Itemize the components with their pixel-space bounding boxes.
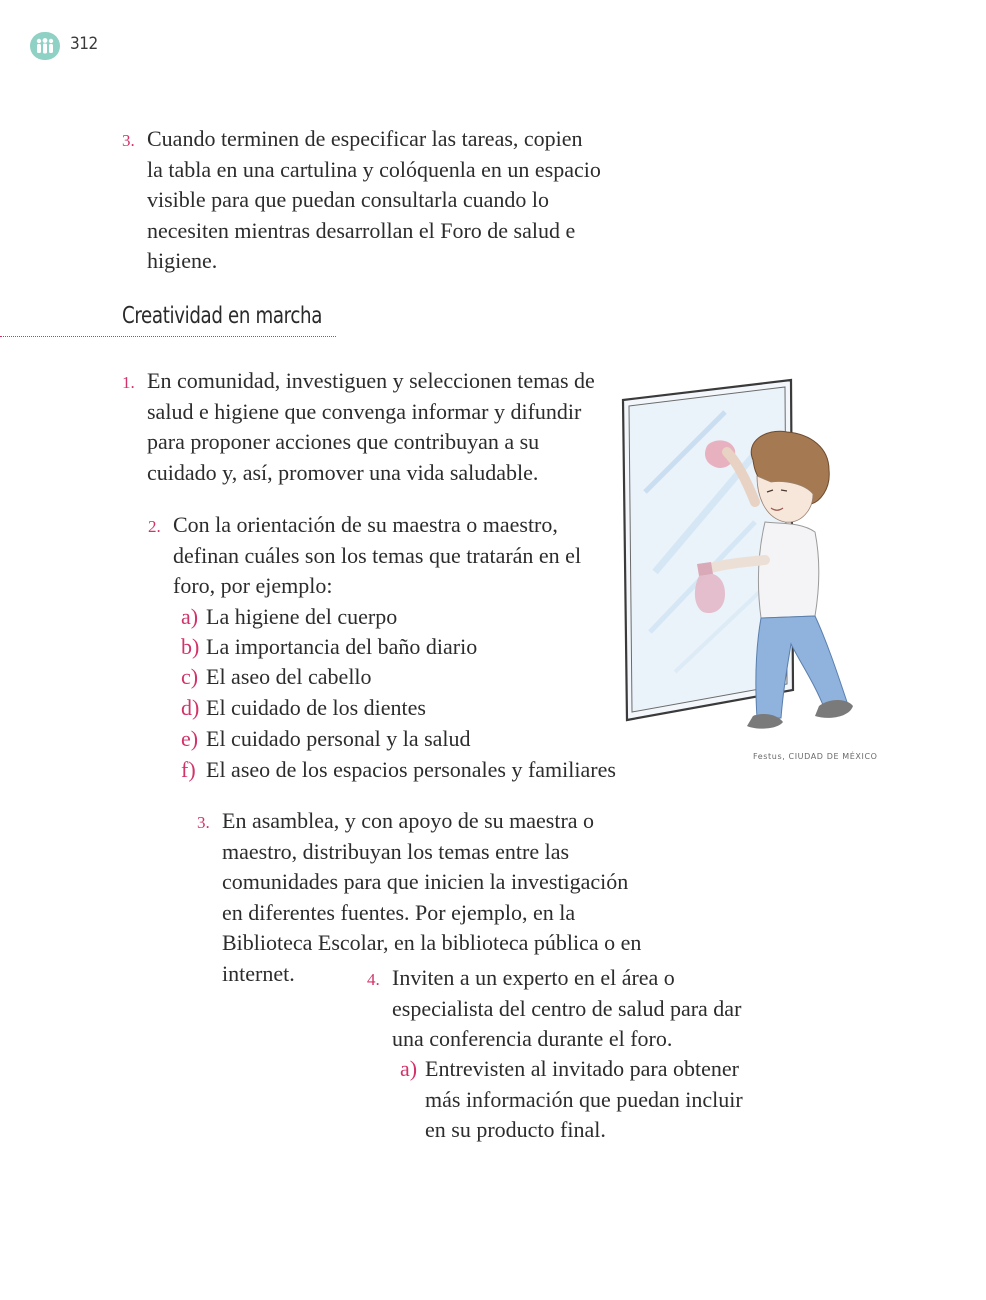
subitem-text: El aseo de los espacios personales y familiares [206, 757, 616, 782]
intro-list-item [122, 124, 602, 277]
list-item-1 [122, 366, 600, 488]
subitem-text: El aseo del cabello [206, 664, 372, 689]
subitem-letter: a) [181, 604, 199, 629]
illustration-credit: Festus, CIUDAD DE MÉXICO [753, 752, 878, 761]
subitem-4a [400, 1054, 750, 1146]
item-text: En asamblea, y con apoyo de su maestra o maestro, distribuyan los temas entre las comunidades para que inicien la investigación en diferentes fuentes. Por ejemplo, en la Biblioteca Escolar, en la biblioteca pública o en internet. [222, 808, 642, 986]
subitem-letter: e) [181, 726, 199, 751]
item-number: 2. [148, 517, 161, 536]
item-text: Con la orientación de su maestra o maestro, definan cuáles son los temas que tratarán en el foro, por ejemplo: [173, 512, 582, 598]
item-text: Cuando terminen de especificar las tareas, copien la tabla en una cartulina y colóquenla en un espacio visible para que puedan consultarla cuando lo necesiten mientras desarrollan el Foro de salud e higiene. [147, 126, 601, 273]
list-item-4 [367, 963, 742, 1055]
section-underline [0, 336, 336, 337]
subitem-text: El cuidado de los dientes [206, 695, 426, 720]
subitem-text: La importancia del baño diario [206, 634, 478, 659]
page-badge [30, 32, 60, 60]
subitem-letter: f) [181, 757, 196, 782]
item-number: 1. [122, 373, 135, 392]
subitem-text: El cuidado personal y la salud [206, 726, 471, 751]
subitem-letter: d) [181, 695, 200, 720]
subitem-f [181, 755, 616, 786]
page-number: 312 [70, 34, 98, 54]
child-cleaning-mirror-illustration [615, 372, 865, 752]
item-number: 4. [367, 970, 380, 989]
subitem-d [181, 693, 426, 724]
subitem-e [181, 724, 471, 755]
item-number: 3. [197, 813, 210, 832]
subitem-b [181, 632, 477, 663]
item-text: Inviten a un experto en el área o especialista del centro de salud para dar una conferencia durante el foro. [392, 965, 742, 1051]
subitem-text: La higiene del cuerpo [206, 604, 398, 629]
list-item-2 [148, 510, 588, 602]
item-number: 3. [122, 131, 135, 150]
section-title: Creatividad en marcha [122, 303, 323, 329]
subitem-text: Entrevisten al invitado para obtener más información que puedan incluir en su producto final. [425, 1056, 743, 1142]
item-text: En comunidad, investiguen y seleccionen temas de salud e higiene que convenga informar y difundir para proponer acciones que contribuyan a su cuidado y, así, promover una vida saludable. [147, 368, 595, 485]
subitem-letter: a) [400, 1056, 418, 1081]
list-item-3 [197, 806, 652, 989]
subitem-letter: c) [181, 664, 199, 689]
subitem-a [181, 602, 397, 633]
illustration-drawing [615, 372, 865, 752]
subitem-c [181, 662, 372, 693]
community-people-icon [34, 37, 56, 55]
subitem-letter: b) [181, 634, 200, 659]
